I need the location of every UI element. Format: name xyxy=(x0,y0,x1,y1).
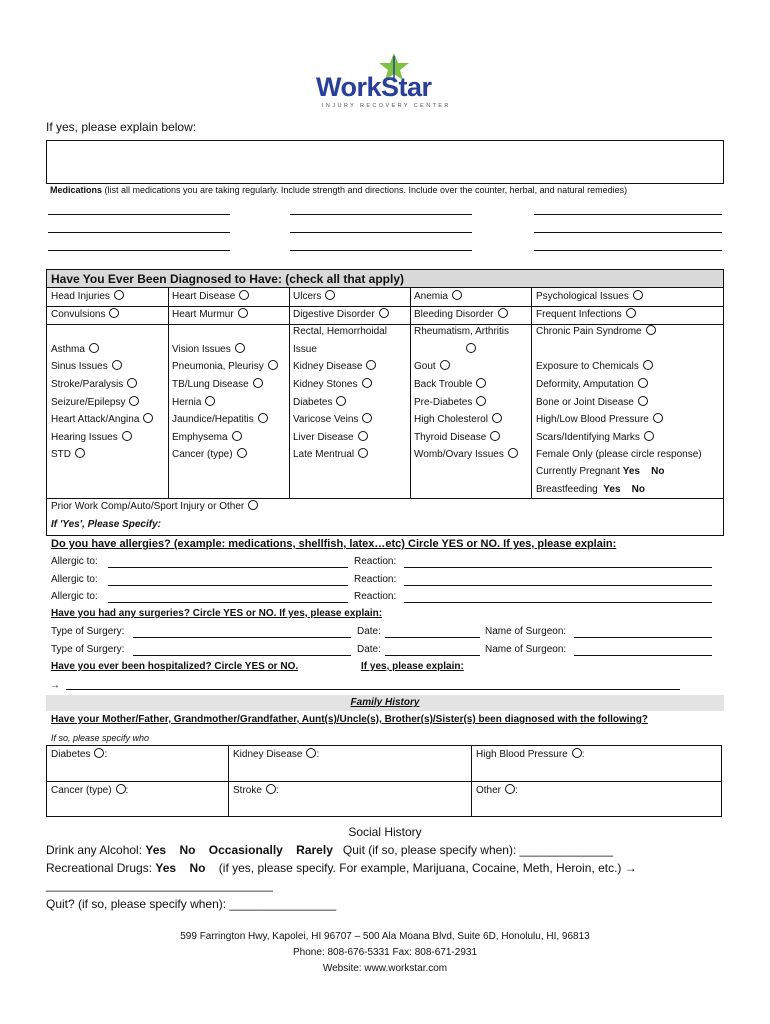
diagnosis-item xyxy=(293,361,376,372)
diagnosis-item xyxy=(51,414,153,425)
breastfeeding-yes[interactable]: Yes xyxy=(603,484,621,495)
medication-line[interactable] xyxy=(48,232,230,233)
diagnosis-label: Emphysema xyxy=(172,432,228,443)
surgeon-label: Name of Surgeon: xyxy=(485,626,567,637)
diagnosis-item xyxy=(172,361,278,372)
diagnosis-label: High Cholesterol xyxy=(414,414,488,425)
diagnosis-item xyxy=(172,291,249,302)
surgery-type-label: Type of Surgery: xyxy=(51,626,125,637)
allergic-label: Allergic to: xyxy=(51,574,98,585)
diagnosis-label: TB/Lung Disease xyxy=(172,379,249,390)
drugs-no[interactable]: No xyxy=(189,861,206,875)
surgery-date-line[interactable] xyxy=(385,655,480,656)
diagnosis-label: Stroke/Paralysis xyxy=(51,379,124,390)
logo-subtitle: INJURY RECOVERY CENTER xyxy=(322,103,451,109)
diagnosis-item xyxy=(293,344,317,355)
diagnosis-label: STD xyxy=(51,449,71,460)
breastfeeding-label: Breastfeeding xyxy=(536,484,598,495)
reaction-input-line[interactable] xyxy=(404,602,712,603)
diagnosis-item xyxy=(414,449,518,460)
alcohol-rarely[interactable]: Rarely xyxy=(296,843,333,857)
diagnosis-label: Sinus Issues xyxy=(51,361,108,372)
hospitalized-line[interactable] xyxy=(66,689,680,690)
diagnosis-checkbox[interactable] xyxy=(325,290,335,300)
medication-line[interactable] xyxy=(48,250,230,251)
currently-pregnant xyxy=(536,466,664,477)
diagnosis-label: Kidney Stones xyxy=(293,379,358,390)
family-condition-label: Other xyxy=(476,785,502,796)
pregnant-no[interactable]: No xyxy=(651,466,665,477)
reaction-label: Reaction: xyxy=(354,574,397,585)
drugs-label: Recreational Drugs: xyxy=(46,861,153,875)
diagnosis-item xyxy=(414,291,462,302)
diagnosis-checkbox[interactable] xyxy=(143,413,153,423)
diagnosis-item xyxy=(414,397,486,408)
diagnosis-checkbox[interactable] xyxy=(205,396,215,406)
diagnosis-item xyxy=(172,397,215,408)
drugs-line[interactable]: __________________________________ xyxy=(46,878,273,892)
family-condition-label: High Blood Pressure xyxy=(476,749,568,760)
surgery-type-line[interactable] xyxy=(133,637,351,638)
diagnosis-label: Heart Attack/Angina xyxy=(51,414,140,425)
divider xyxy=(46,287,724,288)
diagnosis-item xyxy=(536,309,636,320)
diagnosis-checkbox[interactable] xyxy=(75,448,85,458)
diagnosis-item xyxy=(536,326,656,337)
allergic-label: Allergic to: xyxy=(51,556,98,567)
family-condition-checkbox[interactable] xyxy=(306,748,316,758)
diagnosis-checkbox[interactable] xyxy=(476,378,486,388)
diagnosis-checkbox[interactable] xyxy=(644,431,654,441)
diagnosis-item xyxy=(536,432,654,443)
diagnosis-checkbox[interactable] xyxy=(646,325,656,335)
footer-phone: Phone: 808-676-5331 Fax: 808-671-2931 xyxy=(292,947,478,958)
diagnosis-checkbox[interactable] xyxy=(258,413,268,423)
rheumatism-checkbox[interactable] xyxy=(466,343,476,353)
diagnosis-checkbox[interactable] xyxy=(127,378,137,388)
diagnosis-label: Head Injuries xyxy=(51,291,110,302)
medication-line[interactable] xyxy=(290,232,472,233)
allergy-input-line[interactable] xyxy=(108,567,348,568)
diagnosis-item xyxy=(51,379,137,390)
family-condition xyxy=(233,749,319,760)
diagnosis-checkbox[interactable] xyxy=(362,378,372,388)
divider xyxy=(289,287,290,498)
pregnant-label: Currently Pregnant xyxy=(536,466,620,477)
diagnosis-label: Seizure/Epilepsy xyxy=(51,397,126,408)
footer-website: Website: www.workstar.com xyxy=(322,963,448,974)
explain-box[interactable] xyxy=(46,140,724,184)
breastfeeding-no[interactable]: No xyxy=(631,484,645,495)
colon: : xyxy=(316,749,320,760)
diagnosis-label: Late Mentrual xyxy=(293,449,355,460)
surgery-type-label: Type of Surgery: xyxy=(51,644,125,655)
alcohol-quit[interactable]: Quit (if so, please specify when): ______________ xyxy=(342,843,614,857)
diagnosis-label: Pre-Diabetes xyxy=(414,397,473,408)
family-condition-checkbox[interactable] xyxy=(116,784,126,794)
divider xyxy=(168,287,169,498)
diagnosis-checkbox[interactable] xyxy=(476,396,486,406)
divider xyxy=(46,324,724,325)
diagnosis-checkbox[interactable] xyxy=(452,290,462,300)
diagnosis-checkbox[interactable] xyxy=(638,378,648,388)
explain-label: If yes, please explain below: xyxy=(46,120,197,134)
diagnosis-label: Issue xyxy=(293,344,317,355)
diagnosis-item xyxy=(51,432,132,443)
diagnosis-label: Scars/Identifying Marks xyxy=(536,432,640,443)
family-question: Have your Mother/Father, Grandmother/Grandfather, Aunt(s)/Uncle(s), Brother(s)/Sister(s) been diagnosed with the following? xyxy=(51,714,648,725)
diagnosis-item xyxy=(293,326,387,337)
breastfeeding xyxy=(536,484,645,495)
diagnosis-label: Varicose Veins xyxy=(293,414,359,425)
diagnosis-label: Liver Disease xyxy=(293,432,354,443)
diagnosis-label: Cancer (type) xyxy=(172,449,233,460)
diagnosis-checkbox[interactable] xyxy=(89,343,99,353)
arrow-icon: → xyxy=(50,680,60,691)
diagnosis-checkbox[interactable] xyxy=(490,431,500,441)
diagnosis-checkbox[interactable] xyxy=(362,413,372,423)
diagnosis-label: Vision Issues xyxy=(172,344,231,355)
family-condition xyxy=(476,749,585,760)
diagnosis-item xyxy=(414,432,500,443)
alcohol-label: Drink any Alcohol: xyxy=(46,843,143,857)
allergy-input-line[interactable] xyxy=(108,585,348,586)
colon: : xyxy=(275,785,279,796)
diagnosis-item xyxy=(536,449,702,460)
reaction-label: Reaction: xyxy=(354,556,397,567)
alcohol-occasionally[interactable]: Occasionally xyxy=(208,843,283,857)
drugs-yes[interactable]: Yes xyxy=(155,861,177,875)
diagnosis-checkbox[interactable] xyxy=(643,360,653,370)
medication-line[interactable] xyxy=(290,250,472,251)
medications-label xyxy=(50,185,627,195)
diagnosis-item xyxy=(536,414,663,425)
drugs-note: (if yes, please specify. For example, Marijuana, Cocaine, Meth, Heroin, etc.) → xyxy=(218,861,637,875)
prior-injury xyxy=(51,501,258,512)
diagnosis-item xyxy=(536,361,653,372)
surgeries-question: Have you had any surgeries? Circle YES or NO. If yes, please explain: xyxy=(51,608,383,619)
diagnosis-checkbox[interactable] xyxy=(268,360,278,370)
diagnosis-label: Back Trouble xyxy=(414,379,473,390)
footer-address: 599 Farrington Hwy, Kapolei, HI 96707 – 500 Ala Moana Blvd, Suite 6D, Honolulu, HI, 96813 xyxy=(180,931,590,942)
divider xyxy=(46,306,724,307)
diagnosis-checkbox[interactable] xyxy=(336,396,346,406)
diagnosis-item xyxy=(51,449,85,460)
diagnosis-item xyxy=(172,414,268,425)
diagnosis-label: Digestive Disorder xyxy=(293,309,375,320)
diagnosis-label: Bone or Joint Disease xyxy=(536,397,634,408)
family-condition-checkbox[interactable] xyxy=(572,748,582,758)
diagnosis-checkbox[interactable] xyxy=(129,396,139,406)
medication-line[interactable] xyxy=(534,214,722,215)
family-specify: If so, please specify who xyxy=(51,733,150,743)
surgery-date-label: Date: xyxy=(357,626,381,637)
pregnant-yes[interactable]: Yes xyxy=(622,466,640,477)
diagnosis-item xyxy=(414,379,486,390)
diagnosis-label: Female Only (please circle response) xyxy=(536,449,702,460)
diagnosis-label: Jaundice/Hepatitis xyxy=(172,414,254,425)
logo-work: Work xyxy=(316,72,382,102)
colon: : xyxy=(581,749,585,760)
diagnosis-label: Hernia xyxy=(172,397,202,408)
alcohol-no[interactable]: No xyxy=(179,843,196,857)
diagnosis-checkbox[interactable] xyxy=(358,431,368,441)
allergies-question: Do you have allergies? (example: medications, shellfish, latex…etc) Circle YES or NO. If yes, please explain: xyxy=(51,538,617,550)
surgery-date-label: Date: xyxy=(357,644,381,655)
family-condition-label: Stroke xyxy=(233,785,262,796)
surgeon-line[interactable] xyxy=(574,637,712,638)
prior-injury-checkbox[interactable] xyxy=(248,500,258,510)
diagnosis-checkbox[interactable] xyxy=(232,431,242,441)
diagnosis-checkbox[interactable] xyxy=(114,290,124,300)
diagnosis-label: Rheumatism, Arthritis xyxy=(414,326,510,337)
diagnosis-item xyxy=(51,291,124,302)
diagnosis-item xyxy=(293,397,346,408)
diagnosed-heading: Have You Ever Been Diagnosed to Have: (check all that apply) xyxy=(47,270,723,287)
diagnosis-item xyxy=(172,344,245,355)
diagnosis-label: Frequent Infections xyxy=(536,309,622,320)
diagnosis-label: Hearing Issues xyxy=(51,432,118,443)
diagnosis-label: Heart Disease xyxy=(172,291,236,302)
hospitalized-question: Have you ever been hospitalized? Circle YES or NO. xyxy=(51,661,299,672)
divider xyxy=(46,781,722,782)
diagnosis-checkbox[interactable] xyxy=(633,290,643,300)
diagnosis-checkbox[interactable] xyxy=(626,308,636,318)
diagnosis-item xyxy=(51,309,119,320)
medication-line[interactable] xyxy=(290,214,472,215)
reaction-input-line[interactable] xyxy=(404,567,712,568)
drugs-row xyxy=(46,861,637,875)
diagnosis-checkbox[interactable] xyxy=(638,396,648,406)
family-condition xyxy=(51,785,128,796)
social-history-heading: Social History xyxy=(348,825,422,839)
surgeon-label: Name of Surgeon: xyxy=(485,644,567,655)
diagnosis-checkbox[interactable] xyxy=(498,308,508,318)
diagnosis-item xyxy=(414,326,509,337)
family-condition-label: Kidney Disease xyxy=(233,749,303,760)
diagnosis-item xyxy=(293,414,372,425)
diagnosis-item xyxy=(414,361,450,372)
logo-wordmark xyxy=(316,72,432,103)
diagnosis-checkbox[interactable] xyxy=(358,448,368,458)
diagnosis-label: Diabetes xyxy=(293,397,333,408)
family-condition xyxy=(476,785,518,796)
alcohol-yes[interactable]: Yes xyxy=(145,843,167,857)
divider xyxy=(410,287,411,498)
diagnosis-checkbox[interactable] xyxy=(379,308,389,318)
diagnosis-checkbox[interactable] xyxy=(253,378,263,388)
reaction-input-line[interactable] xyxy=(404,585,712,586)
diagnosis-item xyxy=(293,432,368,443)
diagnosis-checkbox[interactable] xyxy=(239,290,249,300)
family-history-heading: Family History xyxy=(46,695,724,711)
logo-star-text: Star xyxy=(381,72,432,102)
diagnosis-item xyxy=(51,344,99,355)
diagnosis-checkbox[interactable] xyxy=(492,413,502,423)
family-condition-checkbox[interactable] xyxy=(266,784,276,794)
diagnosis-label: Convulsions xyxy=(51,309,106,320)
surgery-date-line[interactable] xyxy=(385,637,480,638)
diagnosis-item xyxy=(51,361,122,372)
diagnosis-checkbox[interactable] xyxy=(238,308,248,318)
colon: : xyxy=(125,785,129,796)
family-condition-label: Cancer (type) xyxy=(51,785,112,796)
workstar-logo xyxy=(316,52,456,110)
diagnosis-label: Thyroid Disease xyxy=(414,432,487,443)
diagnosis-item xyxy=(172,449,247,460)
diagnosis-item xyxy=(51,397,139,408)
family-condition-checkbox[interactable] xyxy=(505,784,515,794)
divider xyxy=(46,498,724,499)
diagnosis-checkbox[interactable] xyxy=(237,448,247,458)
medication-line[interactable] xyxy=(48,214,230,215)
diagnosis-item xyxy=(172,309,248,320)
diagnosis-checkbox[interactable] xyxy=(235,343,245,353)
allergy-input-line[interactable] xyxy=(108,602,348,603)
diagnosis-checkbox[interactable] xyxy=(366,360,376,370)
diagnosis-item xyxy=(293,309,389,320)
diagnosis-checkbox[interactable] xyxy=(109,308,119,318)
quit-row[interactable]: Quit? (if so, please specify when): ________________ xyxy=(46,897,337,911)
diagnosis-item xyxy=(536,291,643,302)
reaction-label: Reaction: xyxy=(354,591,397,602)
diagnosis-item xyxy=(414,309,508,320)
diagnosis-label: Asthma xyxy=(51,344,85,355)
diagnosis-label: Rectal, Hemorrhoidal xyxy=(293,326,387,337)
medications-note: (list all medications you are taking regularly. Include strength and directions. Include over the counter, herbal, and natural remedies) xyxy=(102,185,628,195)
alcohol-row xyxy=(46,843,613,857)
diagnosis-label: Gout xyxy=(414,361,436,372)
diagnosis-label: Ulcers xyxy=(293,291,322,302)
diagnosis-label: Womb/Ovary Issues xyxy=(414,449,504,460)
diagnosis-item xyxy=(536,379,648,390)
family-condition xyxy=(233,785,279,796)
diagnosis-checkbox[interactable] xyxy=(653,413,663,423)
surgery-type-line[interactable] xyxy=(133,655,351,656)
surgeon-line[interactable] xyxy=(574,655,712,656)
diagnosis-label: Psychological Issues xyxy=(536,291,629,302)
colon: : xyxy=(104,749,108,760)
diagnosis-label: Exposure to Chemicals xyxy=(536,361,639,372)
diagnosis-item xyxy=(293,291,335,302)
diagnosis-label: Kidney Disease xyxy=(293,361,363,372)
family-condition xyxy=(51,749,107,760)
diagnosis-item xyxy=(293,449,368,460)
medications-title: Medications xyxy=(50,185,103,195)
family-condition-label: Diabetes xyxy=(51,749,91,760)
medication-line[interactable] xyxy=(534,232,722,233)
diagnosis-label: Chronic Pain Syndrome xyxy=(536,326,642,337)
diagnosis-item xyxy=(293,379,372,390)
prior-injury-label: Prior Work Comp/Auto/Sport Injury or Other xyxy=(51,501,245,512)
diagnosis-checkbox[interactable] xyxy=(122,431,132,441)
diagnosis-checkbox[interactable] xyxy=(112,360,122,370)
diagnosis-label: Bleeding Disorder xyxy=(414,309,494,320)
diagnosis-checkbox[interactable] xyxy=(508,448,518,458)
diagnosis-label: Pneumonia, Pleurisy xyxy=(172,361,264,372)
rheumatism-checkbox-wrap xyxy=(462,344,476,355)
diagnosis-label: Deformity, Amputation xyxy=(536,379,634,390)
diagnosis-item xyxy=(536,397,648,408)
family-condition-checkbox[interactable] xyxy=(94,748,104,758)
diagnosis-label: High/Low Blood Pressure xyxy=(536,414,649,425)
allergic-label: Allergic to: xyxy=(51,591,98,602)
diagnosis-item xyxy=(172,432,242,443)
diagnosis-item xyxy=(414,414,502,425)
if-yes-specify: If 'Yes', Please Specify: xyxy=(51,519,161,530)
divider xyxy=(531,287,532,498)
diagnosis-label: Anemia xyxy=(414,291,448,302)
hospitalized-explain: If yes, please explain: xyxy=(361,661,464,672)
colon: : xyxy=(515,785,518,796)
diagnosis-label: Heart Murmur xyxy=(172,309,234,320)
diagnosis-checkbox[interactable] xyxy=(440,360,450,370)
medication-line[interactable] xyxy=(534,250,722,251)
diagnosis-item xyxy=(172,379,263,390)
